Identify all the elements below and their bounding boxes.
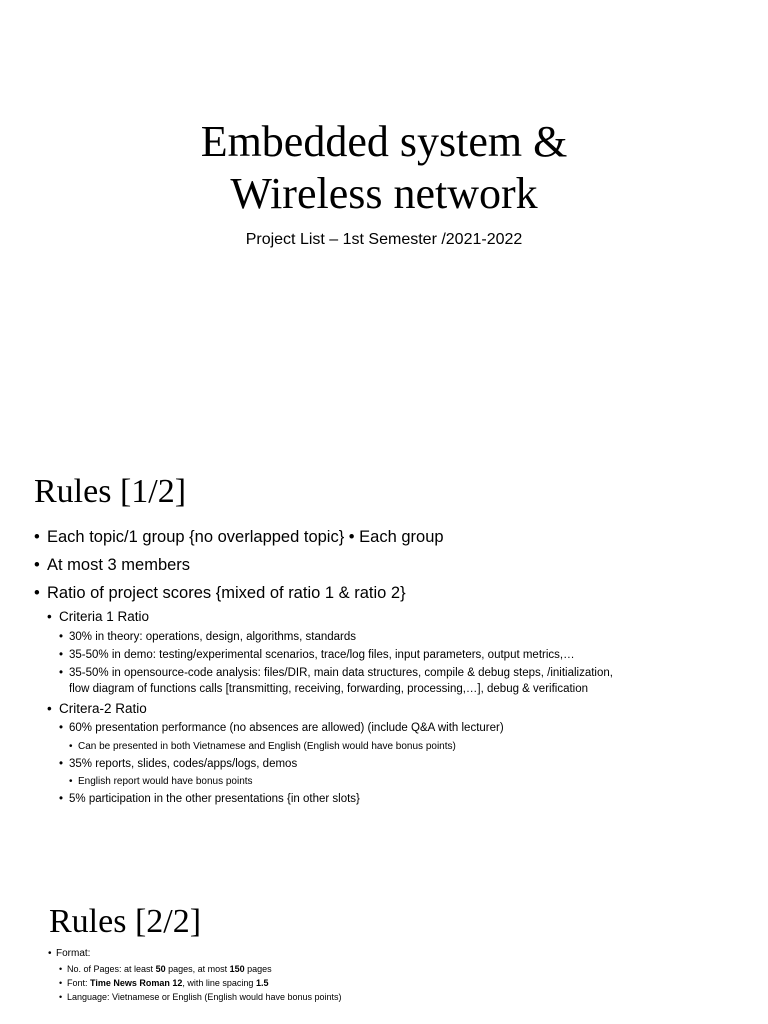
font-rule (59, 976, 748, 990)
title-line-1: Embedded system & (200, 117, 568, 166)
criteria-1-label: • Criteria 1 Ratio (47, 608, 734, 626)
rules-slide-1 (0, 440, 768, 872)
font-middle: , with line spacing (182, 978, 256, 988)
list-item: • Ratio of project scores {mixed of ratio 1 & ratio 2} (34, 579, 734, 607)
pages-max: 150 (229, 964, 245, 974)
list-item: • Can be presented in both Vietnamese and English (English would have bonus points) (69, 738, 734, 756)
rules-slide-2 (0, 872, 768, 1024)
list-item: • 30% in theory: operations, design, algorithms, standards (59, 629, 734, 647)
pages-min: 50 (155, 964, 166, 974)
list-item-line: flow diagram of functions calls [transmitting, receiving, forwarding, processing,…], debug & verification (69, 683, 589, 695)
list-item: • English report would have bonus points (69, 773, 734, 791)
list-item: • 60% presentation performance (no absences are allowed) (include Q&A with lecturer) (59, 720, 734, 738)
list-item: • 35% reports, slides, codes/apps/logs, demos (59, 756, 734, 774)
list-item: • Each topic/1 group {no overlapped topic} • Each group (34, 523, 734, 551)
presentation-subtitle: Project List – 1st Semester /2021-2022 (245, 231, 523, 248)
slide-body (48, 946, 748, 1004)
list-item-line: • 35-50% in opensource-code analysis: files/DIR, main data structures, compile & debug steps, /initialization, (69, 667, 613, 679)
list-item: • At most 3 members (34, 551, 734, 579)
slide-title: Rules [2/2] (49, 903, 202, 940)
format-list (48, 946, 748, 1004)
format-label: • Format: (48, 946, 748, 962)
list-item: • 5% participation in the other presentations {in other slots} (59, 791, 734, 809)
list-item (59, 664, 734, 697)
pages-middle: pages, at most (165, 964, 230, 974)
font-spacing: 1.5 (255, 978, 269, 988)
title-line-2: Wireless network (230, 169, 538, 218)
font-name: Time News Roman 12 (90, 978, 183, 988)
font-prefix: Font: (67, 978, 91, 988)
criteria-2-list (34, 700, 734, 809)
bullet-list (34, 523, 734, 607)
criteria-1-list (34, 608, 734, 697)
pages-suffix: pages (244, 964, 272, 974)
list-item: • 35-50% in demo: testing/experimental scenarios, trace/log files, input parameters, output metrics,… (59, 647, 734, 665)
pages-rule (59, 962, 748, 976)
slide-body (34, 523, 734, 809)
slide-title: Rules [1/2] (34, 473, 187, 510)
criteria-2-label: • Critera-2 Ratio (47, 700, 734, 718)
pages-prefix: No. of Pages: at least (67, 964, 156, 974)
language-rule: • Language: Vietnamese or English (English would have bonus points) (59, 990, 748, 1004)
presentation-title (0, 116, 768, 220)
title-slide (0, 0, 768, 440)
